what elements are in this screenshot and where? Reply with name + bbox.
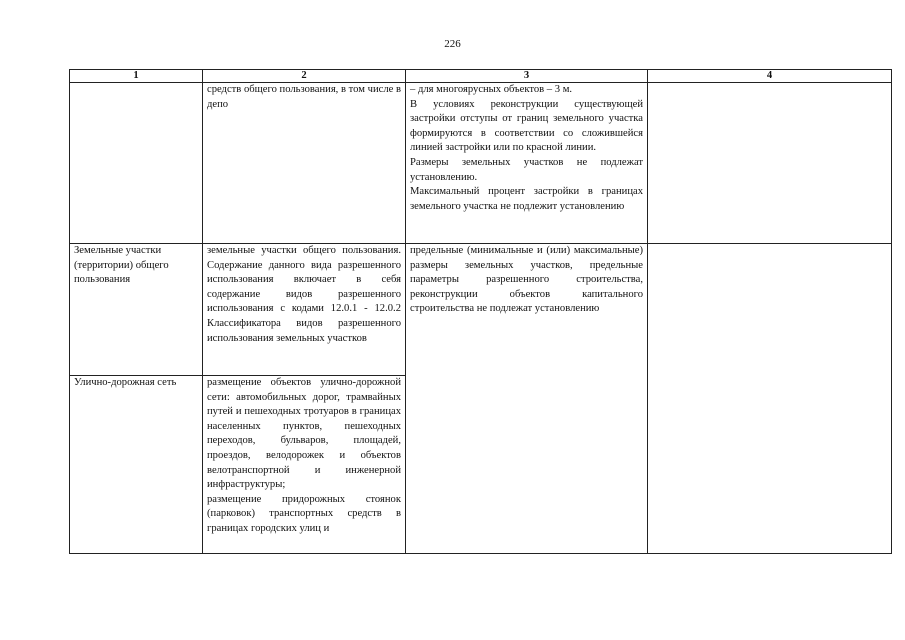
row1-col3-p2: В условиях реконструкции существующей застройки отступы от границ земельного участка формируются в соответствии со сложившейся линией застройки или по красной линии.	[410, 98, 643, 154]
row2-col2-text: земельные участки общего пользования. Содержание данного вида разрешенного использования включает в себя содержание видов разрешенного использования с кодами 12.0.1 - 12.0.2 Классификатора видов разрешенного использования земельных участков	[207, 245, 401, 344]
row3-col2-cell	[203, 376, 406, 554]
row3-col1-cell	[70, 376, 203, 554]
row1-col2-text: средств общего пользования, в том числе в депо	[207, 84, 401, 110]
row1-col3-p4: Максимальный процент застройки в границах земельного участка не подлежит установлению	[410, 186, 643, 212]
table-header-row	[70, 70, 892, 83]
header-col-4: 4	[648, 70, 892, 83]
row2-col3-cell	[406, 244, 648, 554]
header-col-2: 2	[203, 70, 406, 83]
table-row	[70, 244, 892, 376]
row3-col2-p2: размещение придорожных стоянок (парковок) транспортных средств в границах городских улиц и	[207, 493, 401, 534]
table-row	[70, 83, 892, 244]
row3-col1-text: Улично-дорожная сеть	[74, 377, 177, 388]
header-col-3: 3	[406, 70, 648, 83]
row2-col4-cell	[648, 244, 892, 554]
row2-col2-cell	[203, 244, 406, 376]
regulation-table	[69, 69, 892, 554]
row3-col2-p1: размещение объектов улично-дорожной сети: автомобильных дорог, трамвайных путей и пешеходных тротуаров в границах населенных пунктов, пешеходных переходов, бульваров, площадей, проездов, велодорожек и объектов велотранспортной и инженерной инфраструктуры;	[207, 377, 401, 491]
row1-col3-p3: Размеры земельных участков не подлежат установлению.	[410, 156, 643, 183]
row2-col3-text: предельные (минимальные и (или) максимальные) размеры земельных участков, предельные параметры разрешенного строительства, реконструкции объектов капитального строительства не подлежат установлению	[410, 245, 643, 315]
row2-col1-text: Земельные участки (территории) общего пользования	[74, 245, 169, 286]
page-number: 226	[444, 38, 461, 50]
row1-col4-cell	[648, 83, 892, 244]
row1-col2-cell	[203, 83, 406, 244]
row1-col3-cell	[406, 83, 648, 244]
row1-col3-p1: – для многоярусных объектов – 3 м.	[410, 84, 573, 95]
header-col-1: 1	[70, 70, 203, 83]
row1-col1-cell	[70, 83, 203, 244]
row2-col1-cell	[70, 244, 203, 376]
